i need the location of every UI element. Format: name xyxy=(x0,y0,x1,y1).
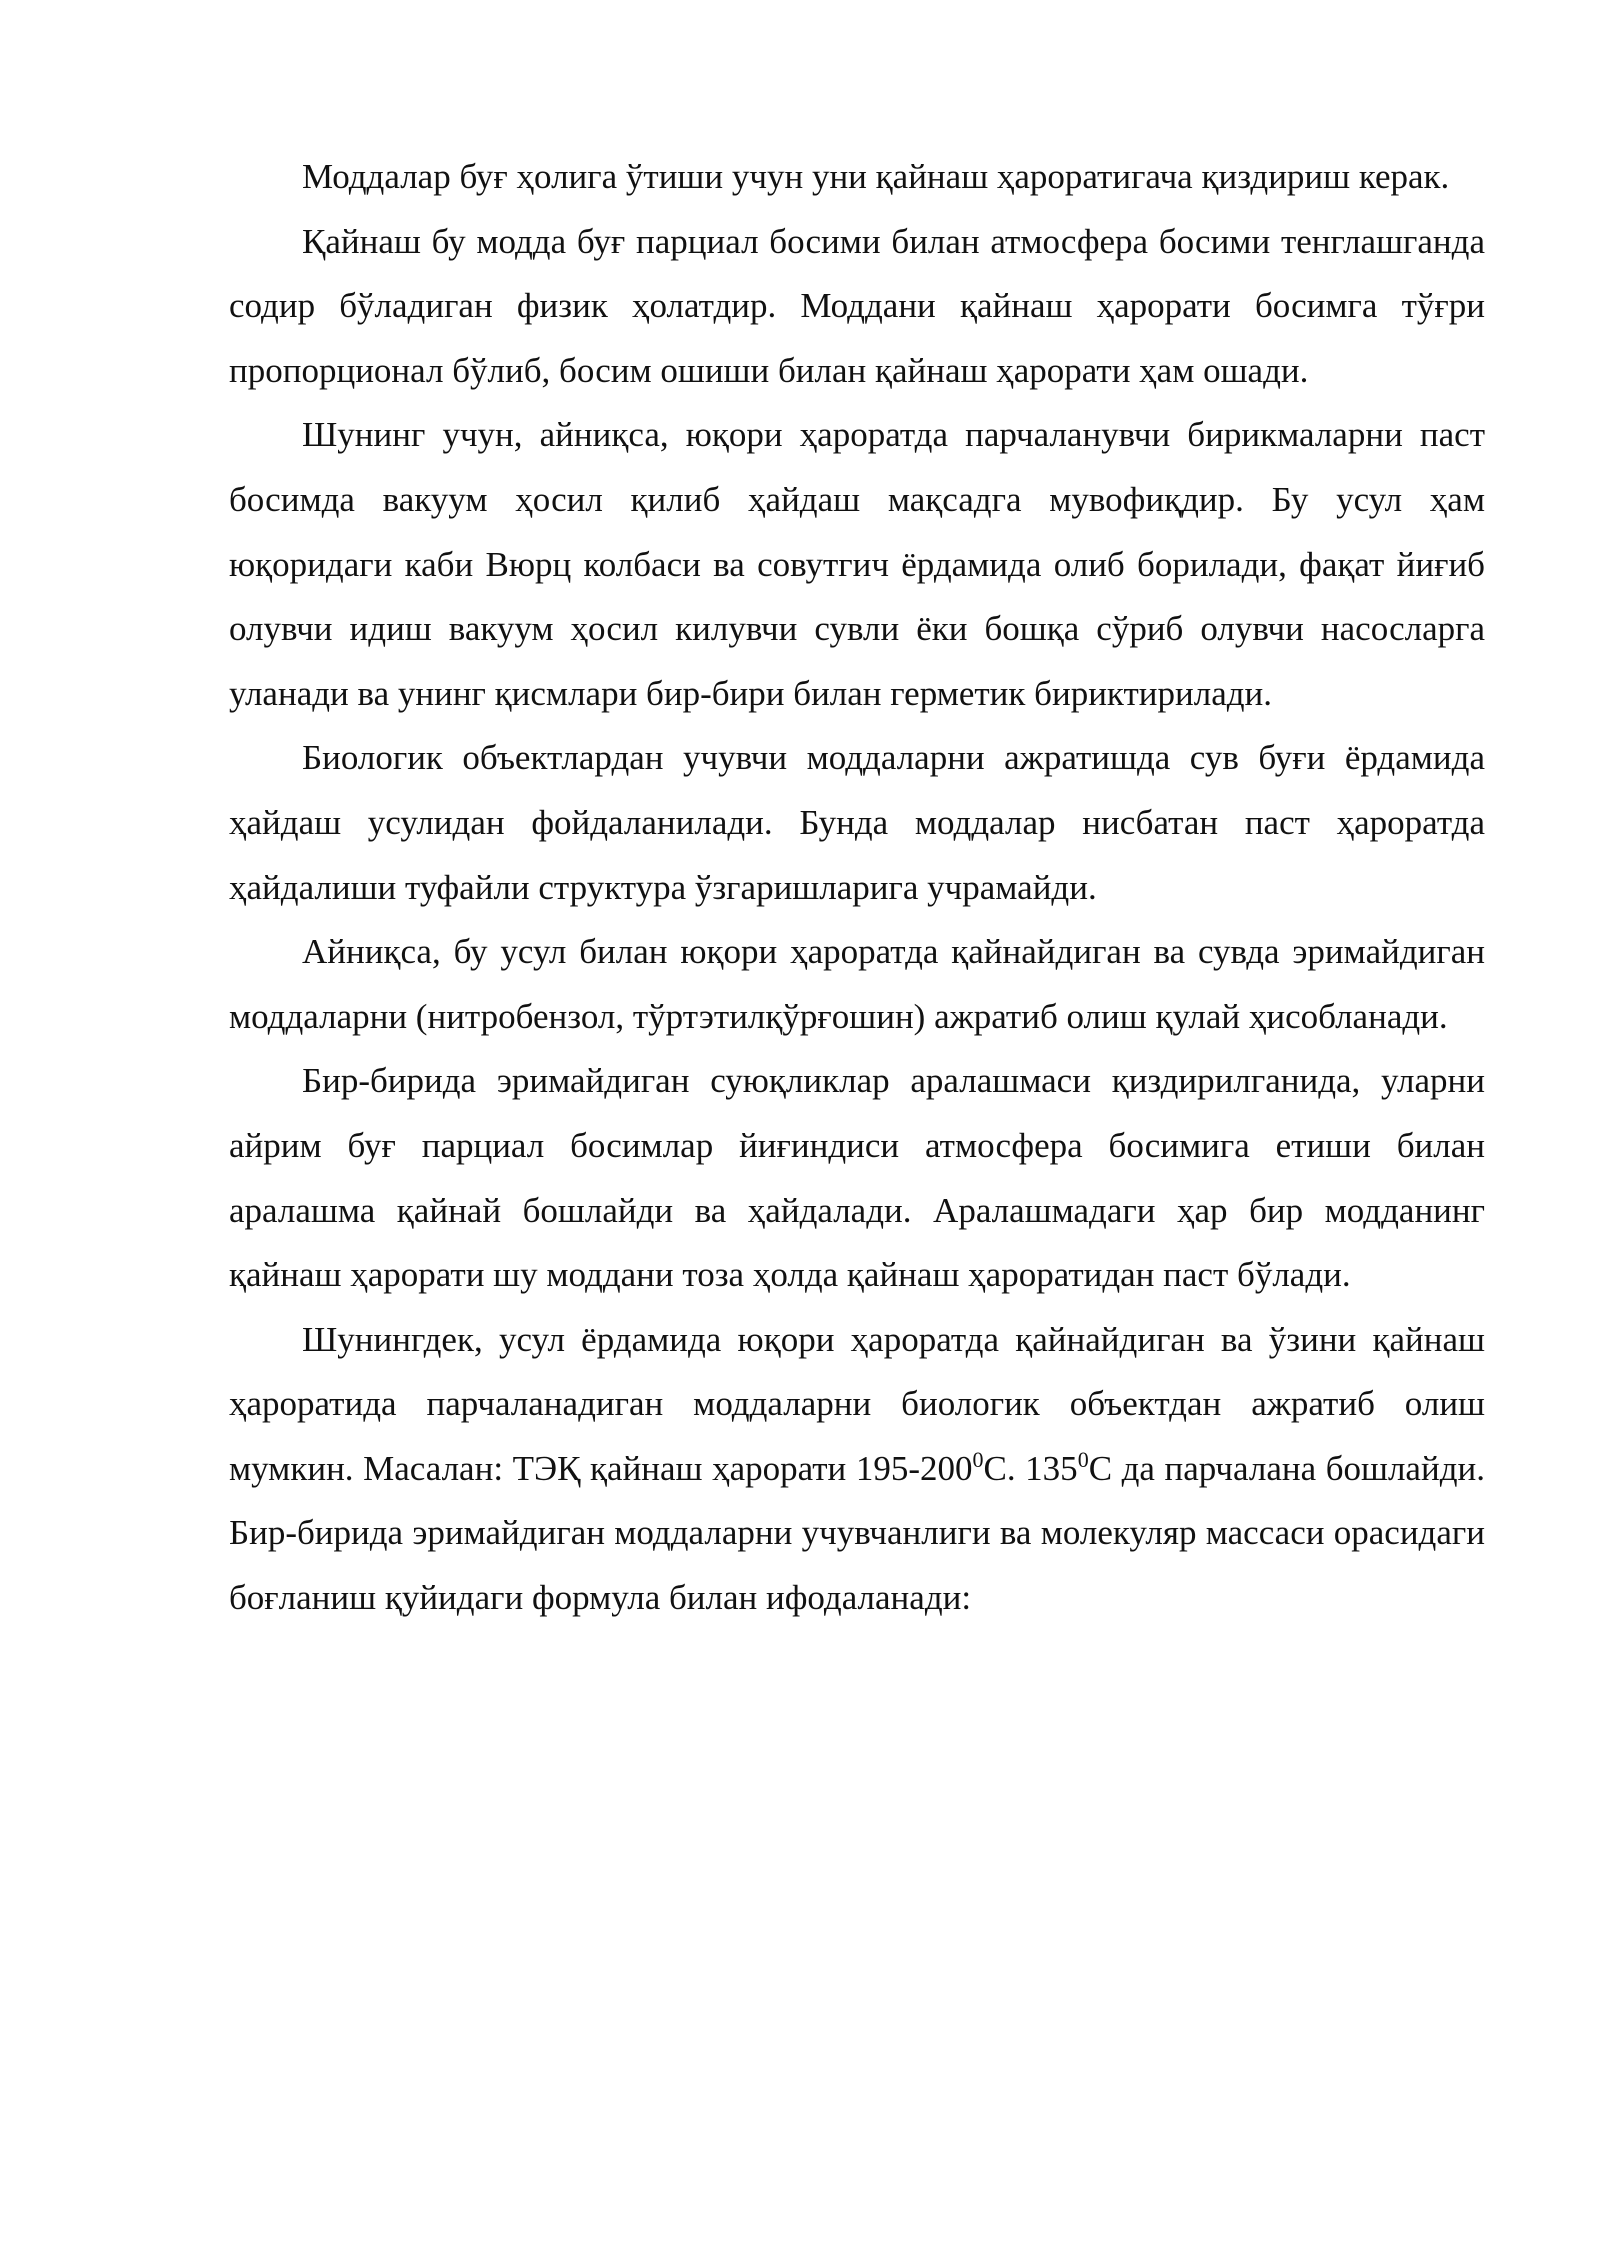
degree-superscript-2: 0 xyxy=(1077,1446,1089,1472)
paragraph-vacuum-distillation: Шунинг учун, айниқса, юқори ҳароратда парчаланувчи бирикмаларни паст босимда вакуум ҳосил қилиб ҳайдаш мақсадга мувофиқдир. Бу усул ҳам юқоридаги каби Вюрц колбаси ва совутгич ёрдамида олиб борилади, фақат йиғиб олувчи идиш вакуум ҳосил килувчи сувли ёки бошқа сўриб олувчи насосларга уланади ва унинг қисмлари бир-бири билан герметик бириктирилади. xyxy=(229,415,1485,713)
paragraph-steam-distillation: Биологик объектлардан учувчи моддаларни ажратишда сув буғи ёрдамида ҳайдаш усулидан фойдаланилади. Бунда моддалар нисбатан паст ҳароратда ҳайдалиши туфайли структура ўзгаришларига учрамайди. xyxy=(229,738,1485,907)
paragraph-convenient-substances: Айниқса, бу усул билан юқори ҳароратда қайнайдиган ва сувда эримайдиган моддаларни (нитробензол, тўртэтилқўрғошин) ажратиб олиш қулай ҳисобланади. xyxy=(229,932,1485,1036)
document-page xyxy=(229,145,1485,1631)
formula-intro-text-1: Шунингдек, усул ёрдамида юқори ҳароратда қайнайдиган ва ўзини қайнаш ҳароратида парчаланадиган моддаларни биологик объектдан ажратиб олиш мумкин. Масалан: ТЭҚ қайнаш ҳарорати 195-200 xyxy=(229,1319,1485,1488)
paragraph-immiscible-liquids: Бир-бирида эримайдиган суюқликлар аралашмаси қиздирилганида, уларни айрим буғ парциал босимлар йиғиндиси атмосфера босимига етиши билан аралашма қайнай бошлайди ва ҳайдалади. Аралашмадаги ҳар бир модданинг қайнаш ҳарорати шу моддани тоза ҳолда қайнаш ҳароратидан паст бўлади. xyxy=(229,1061,1485,1295)
formula-intro-text-3: С да парчалана бошлайди. Бир-бирида эримайдиган моддаларни учувчанлиги ва молекуляр массаси орасидаги боғланиш қуйидаги формула билан ифодаланади: xyxy=(229,1448,1485,1618)
paragraph-vapor-state: Моддалар буғ ҳолига ўтиши учун уни қайнаш ҳароратигача қиздириш керак. xyxy=(302,157,1450,196)
formula-intro-text-2: С. 135 xyxy=(983,1448,1078,1488)
paragraph-formula-intro xyxy=(229,1308,1485,1631)
degree-superscript-1: 0 xyxy=(972,1446,984,1472)
paragraph-boiling-definition: Қайнаш бу модда буғ парциал босими билан атмосфера босими тенглашганда содир бўладиган физик ҳолатдир. Моддани қайнаш ҳарорати босимга тўғри пропорционал бўлиб, босим ошиши билан қайнаш ҳарорати ҳам ошади. xyxy=(229,221,1485,390)
